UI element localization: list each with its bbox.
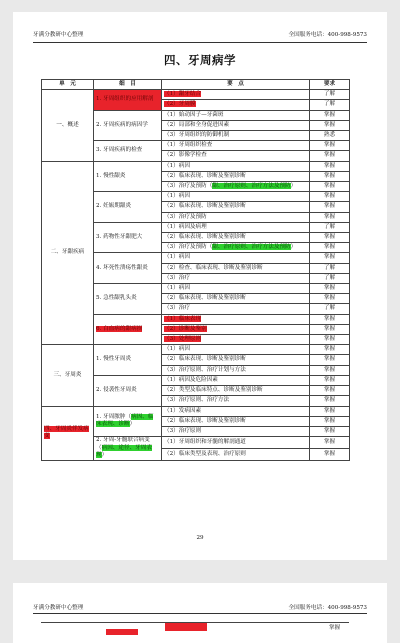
point-cell: （3）治疗及预防 <box>162 212 310 222</box>
level-cell: 掌握 <box>310 314 350 324</box>
point-cell: （3）治疗原则、治疗方法 <box>162 396 310 406</box>
point-text-end: ） <box>290 244 297 251</box>
point-text: （3）处理原则 <box>164 336 202 343</box>
point-cell: （1）发病因素 <box>162 406 310 416</box>
level-cell: 掌握 <box>310 355 350 365</box>
level-cell: 掌握 <box>329 625 341 631</box>
level-cell: 掌握 <box>310 284 350 294</box>
item-cell: 2. 牙周疾病的病因学 <box>94 110 162 141</box>
level-cell: 了解 <box>310 304 350 314</box>
point-text-end: ） <box>290 182 297 189</box>
point-cell: （2）类型及临床特点、诊断及鉴别诊断 <box>162 386 310 396</box>
header-right: 全国服务电话：400-998-9573 <box>288 32 367 38</box>
level-cell: 掌握 <box>310 212 350 222</box>
item-cell: 2. 侵袭性牙周炎 <box>94 375 162 406</box>
level-cell: 掌握 <box>310 233 350 243</box>
level-cell: 了解 <box>310 273 350 283</box>
point-cell: （2）临床表现、诊断及鉴别诊断 <box>162 202 310 212</box>
col-header-points: 要 点 <box>162 80 310 90</box>
point-cell: （2）局部和全身促进因素 <box>162 120 310 130</box>
table-header-row <box>42 80 350 90</box>
syllabus-table <box>41 79 350 461</box>
point-highlight: 龈、治疗原则、治疗方法及预防 <box>212 244 291 251</box>
level-cell: 掌握 <box>310 110 350 120</box>
unit-cell: 一、概述 <box>42 90 94 161</box>
level-cell: 掌握 <box>310 253 350 263</box>
level-cell: 掌握 <box>310 151 350 161</box>
level-cell: 掌握 <box>310 192 350 202</box>
item-cell: 3. 药物性牙龈肥大 <box>94 222 162 253</box>
level-cell: 掌握 <box>310 324 350 334</box>
point-cell: （3）治疗原则 <box>162 426 310 436</box>
red-highlight <box>165 623 207 631</box>
item-cell: 3. 牙周疾病的检查 <box>94 141 162 161</box>
item-cell <box>94 314 162 345</box>
point-cell: （2）临床表现、诊断及鉴别诊断 <box>162 294 310 304</box>
item-text-end: ） <box>129 421 136 428</box>
unit-text: 四、牙周炎伴发病变 <box>44 425 89 440</box>
point-cell: （2）临床表现、诊断及鉴别诊断 <box>162 416 310 426</box>
point-cell: （1）病因及危险因素 <box>162 375 310 385</box>
page-header <box>33 32 367 39</box>
col-header-unit: 单 元 <box>42 80 94 90</box>
level-cell: 掌握 <box>310 365 350 375</box>
level-cell: 掌握 <box>310 120 350 130</box>
point-cell: （1）病因 <box>162 161 310 171</box>
level-cell: 掌握 <box>310 416 350 426</box>
point-cell: （1）病因 <box>162 284 310 294</box>
level-cell: 掌握 <box>310 345 350 355</box>
point-cell: （3）治疗 <box>162 304 310 314</box>
section-title: 四、牙周病学 <box>164 53 236 67</box>
level-cell: 掌握 <box>310 294 350 304</box>
header-left: 牙满分教研中心整理 <box>33 605 84 611</box>
point-text: （2）牙周膜 <box>164 101 196 108</box>
point-cell: （1）病因 <box>162 345 310 355</box>
point-cell: （2）临床类型及表现、治疗原则 <box>162 448 310 460</box>
point-cell: （1）病因 <box>162 192 310 202</box>
item-cell: 4. 坏死性溃疡性龈炎 <box>94 253 162 284</box>
point-cell: （1）始动因子—牙菌斑 <box>162 110 310 120</box>
col-header-item: 细 目 <box>94 80 162 90</box>
level-cell: 了解 <box>310 90 350 100</box>
header-left: 牙满分教研中心整理 <box>33 32 84 38</box>
unit-cell: 二、牙龈疾病 <box>42 161 94 345</box>
document-page <box>13 12 387 560</box>
point-text: （1）临床表现 <box>164 315 202 322</box>
level-cell: 掌握 <box>310 202 350 212</box>
point-cell: （3）治疗原则、治疗计划与方法 <box>162 365 310 375</box>
point-text: （3）治疗及预防（ <box>164 182 213 189</box>
point-cell: （2）临床表现、诊断及鉴别诊断 <box>162 171 310 181</box>
point-cell: （1）牙周组织和牙髓的解剖通道 <box>162 437 310 449</box>
point-text: （2）诊断及鉴别 <box>164 325 207 332</box>
point-highlight: 龈、治疗原则、治疗方法及预防 <box>212 182 291 189</box>
level-cell: 掌握 <box>310 243 350 253</box>
level-cell: 掌握 <box>310 448 350 460</box>
point-cell: （1）牙周组织检查 <box>162 141 310 151</box>
red-highlight <box>106 629 138 635</box>
point-cell: （3）治疗 <box>162 273 310 283</box>
header-rule <box>33 613 367 614</box>
item-text-end: ） <box>101 452 108 459</box>
item-cell: 1. 牙周组织的应用解剖 <box>94 90 162 110</box>
point-text: （3）治疗及预防（ <box>164 244 213 251</box>
level-cell: 掌握 <box>310 426 350 436</box>
level-cell: 掌握 <box>310 386 350 396</box>
item-cell: 5. 急性龈乳头炎 <box>94 284 162 315</box>
next-page <box>13 583 387 643</box>
level-cell: 掌握 <box>310 141 350 151</box>
level-cell: 掌握 <box>310 396 350 406</box>
point-cell <box>162 335 310 345</box>
level-cell: 了解 <box>310 263 350 273</box>
item-text: 1. 牙周脓肿（ <box>96 413 132 420</box>
table-row <box>42 345 350 355</box>
table-row <box>42 90 350 100</box>
item-cell: 2. 妊娠期龈炎 <box>94 192 162 223</box>
level-cell: 了解 <box>310 222 350 232</box>
point-cell <box>162 243 310 253</box>
point-cell <box>162 100 310 110</box>
level-cell: 掌握 <box>310 437 350 449</box>
level-cell: 掌握 <box>310 171 350 181</box>
item-highlight: 病因、临床表现、诊断 <box>96 413 154 428</box>
table-row <box>42 161 350 171</box>
table-row <box>42 406 350 416</box>
page-number: 29 <box>196 535 204 541</box>
level-cell: 掌握 <box>310 182 350 192</box>
item-text: 6. 白血病的龈病损 <box>96 325 143 332</box>
item-cell: 1. 慢性龈炎 <box>94 161 162 192</box>
level-cell: 了解 <box>310 100 350 110</box>
item-highlight: 病因、途径、牙周表现 <box>96 444 152 459</box>
point-cell <box>162 324 310 334</box>
level-cell: 掌握 <box>310 375 350 385</box>
unit-cell: 三、牙周炎 <box>42 345 94 406</box>
col-header-level: 要求 <box>310 80 350 90</box>
point-cell <box>162 314 310 324</box>
point-cell: （2）影像学检查 <box>162 151 310 161</box>
level-cell: 熟悉 <box>310 131 350 141</box>
level-cell: 掌握 <box>310 335 350 345</box>
page-header <box>33 603 367 611</box>
point-cell: （3）牙周组织的防御机制 <box>162 131 310 141</box>
level-cell: 掌握 <box>310 406 350 416</box>
point-cell: （2）检查、临床表现、诊断及鉴别诊断 <box>162 263 310 273</box>
unit-cell <box>42 406 94 460</box>
point-cell: （1）病因及病理 <box>162 222 310 232</box>
header-rule <box>33 42 367 43</box>
item-cell: 1. 慢性牙周炎 <box>94 345 162 376</box>
item-cell <box>94 406 162 437</box>
header-right: 全国服务电话：400-998-9573 <box>288 605 367 611</box>
point-cell <box>162 90 310 100</box>
item-text: 2. 牙周-牙髓联合病变（ <box>96 437 150 451</box>
item-cell <box>94 437 162 461</box>
point-cell: （2）临床表现、诊断及鉴别诊断 <box>162 233 310 243</box>
point-cell: （1）病因 <box>162 253 310 263</box>
point-cell: （2）临床表现、诊断及鉴别诊断 <box>162 355 310 365</box>
level-cell: 掌握 <box>310 161 350 171</box>
point-text: （1）龈牙结合 <box>164 91 202 98</box>
point-cell <box>162 182 310 192</box>
